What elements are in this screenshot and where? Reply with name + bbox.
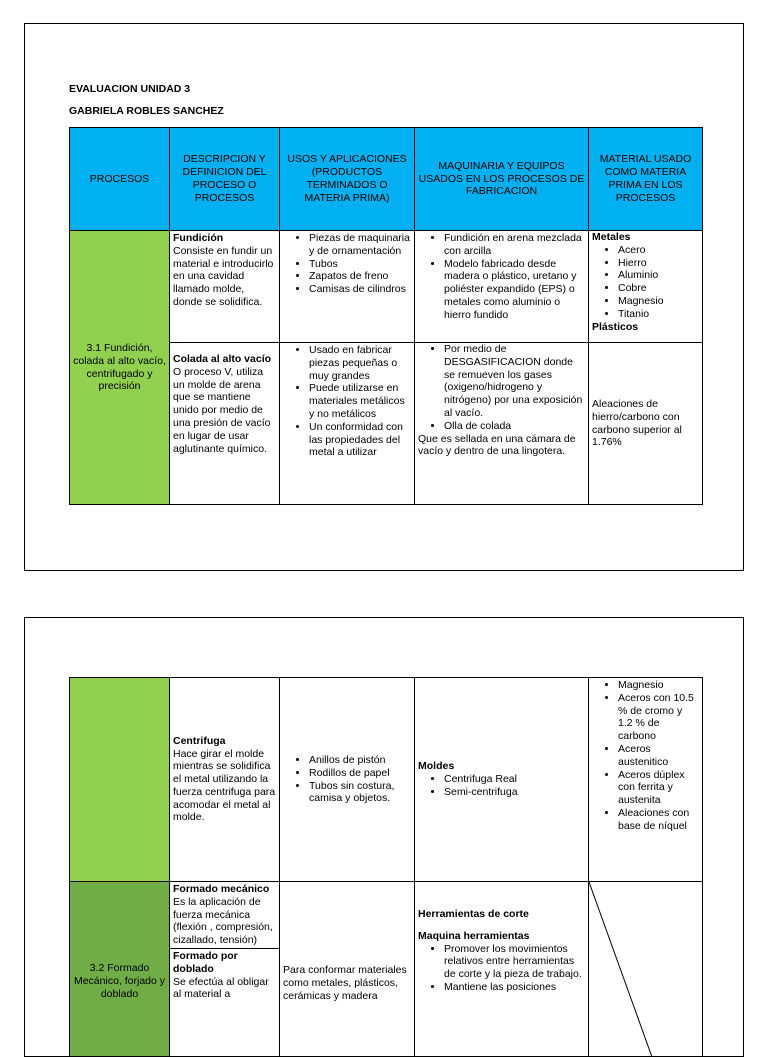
list-item: • Tubos sin costura, camisa y objetos. [309,780,411,806]
list-item: • Anillos de pistón [309,754,411,767]
description-title: Formado mecánico [173,883,276,896]
list-item: • Aleaciones con base de níquel [618,807,699,833]
list-item: • Mantiene las posiciones [444,981,585,994]
description-cell [170,231,280,343]
list-item: • Semi-centrifuga [444,786,585,799]
list-item: • Magnesio [618,295,699,308]
list-item: • Usado en fabricar piezas pequeñas o muy grandes [309,344,411,382]
student-name: GABRIELA ROBLES SANCHEZ [69,105,224,117]
list-item: • Fundición en arena mezclada con arcilla [444,232,585,258]
description-title: Centrifuga [173,735,276,748]
table-row [70,678,703,882]
uses-cell [280,678,415,882]
list-item: • Por medio de DESGASIFICACION donde se remueven los gases (oxigeno/hidrogeno y nitrógeno) por una exposición al vacío. [444,343,585,420]
table-row [70,882,703,1057]
evaluation-title: EVALUACION UNIDAD 3 [69,83,190,95]
list-item: • Titanio [618,308,699,321]
machinery-cell [415,678,589,882]
machinery-heading: Herramientas de corte [418,908,585,921]
list-item: • Aluminio [618,269,699,282]
machinery-cell [415,343,589,505]
list-item: • Promover los movimientos relativos entre herramientas de corte y la pieza de trabajo. [444,943,585,981]
process-cell-3-2: 3.2 Formado Mecánico, forjado y doblado [70,882,170,1057]
description-text: Hace girar el molde mientras se solidifica el metal utilizando la fuerza centrifuga para acomodar el metal al molde. [173,748,276,825]
list-item: • Olla de colada [444,420,585,433]
list-item: • Piezas de maquinaria y de ornamentación [309,232,411,258]
description-text: O proceso V, utiliza un molde de arena que se mantiene unido por medio de una presión de vacío en lugar de usar aglutinante químico. [173,366,276,456]
machinery-cell [415,882,589,1057]
col-header-material: MATERIAL USADO COMO MATERIA PRIMA EN LOS PROCESOS [589,128,703,231]
machinery-note: Que es sellada en una cámara de vacío y dentro de una lingotera. [418,433,585,459]
description-text: Es la aplicación de fuerza mecánica (flexión , compresión, cizallado, tensión) [173,896,276,947]
col-header-usos: USOS Y APLICACIONES (PRODUCTOS TERMINADOS O MATERIA PRIMA) [280,128,415,231]
process-cell-3-1: 3.1 Fundición, colada al alto vacío, centrifugado y precisión [70,231,170,505]
description-title: Formado por doblado [173,950,276,976]
description-cell [170,882,280,1057]
description-part-1 [170,882,279,949]
list-item: • Aceros con 10.5 % de cromo y 1.2 % de carbono [618,692,699,743]
process-table [69,127,703,505]
col-header-procesos: PROCESOS [70,128,170,231]
description-part-2 [170,949,279,1002]
uses-cell [280,343,415,505]
list-item: • Modelo fabricado desde madera o plástico, uretano y poliéster expandido (EPS) o metales como aluminio o hierro fundido [444,258,585,322]
list-item: • Centrifuga Real [444,773,585,786]
materials-cell [589,678,703,882]
diagonal-line [589,882,703,1057]
list-item: • Acero [618,244,699,257]
description-title: Fundición [173,232,276,245]
uses-cell: Para conformar materiales como metales, plásticos, cerámicas y madera [280,882,415,1057]
list-item: • Cobre [618,282,699,295]
materials-heading-2: Plásticos [592,321,699,334]
materials-heading: Metales [592,231,699,244]
table-row [70,231,703,343]
list-item: • Aceros austenitico [618,743,699,769]
materials-cell [589,231,703,343]
list-item: • Zapatos de freno [309,270,411,283]
list-item: • Puede utilizarse en materiales metálicos y no metálicos [309,382,411,420]
list-item: • Magnesio [618,679,699,692]
list-item: • Rodillos de papel [309,767,411,780]
materials-cell: Aleaciones de hierro/carbono con carbono superior al 1.76% [589,343,703,505]
uses-cell [280,231,415,343]
list-item: • Camisas de cilindros [309,283,411,296]
col-header-descripcion: DESCRIPCION Y DEFINICION DEL PROCESO O PROCESOS [170,128,280,231]
machinery-heading: Maquina herramientas [418,930,585,943]
document-page-1 [24,23,744,571]
col-header-maquinaria: MAQUINARIA Y EQUIPOS USADOS EN LOS PROCESOS DE FABRICACION [415,128,589,231]
table-header-row [70,128,703,231]
description-text: Se efectúa al obligar al material a [173,976,276,1002]
machinery-cell [415,231,589,343]
description-cell [170,678,280,882]
list-item: • Un conformidad con las propiedades del metal a utilizar [309,421,411,459]
list-item: • Hierro [618,257,699,270]
description-cell [170,343,280,505]
machinery-heading: Moldes [418,760,585,773]
materials-cell-empty [589,882,703,1057]
process-cell-continued [70,678,170,882]
list-item: • Aceros dúplex con ferrita y austenita [618,769,699,807]
process-table-continued [69,677,703,1057]
description-title: Colada al alto vacío [173,353,276,366]
description-text: Consiste en fundir un material e introducirlo en una cavidad llamado molde, donde se solidifica. [173,245,276,309]
document-page-2 [24,617,744,1057]
list-item: • Tubos [309,258,411,271]
